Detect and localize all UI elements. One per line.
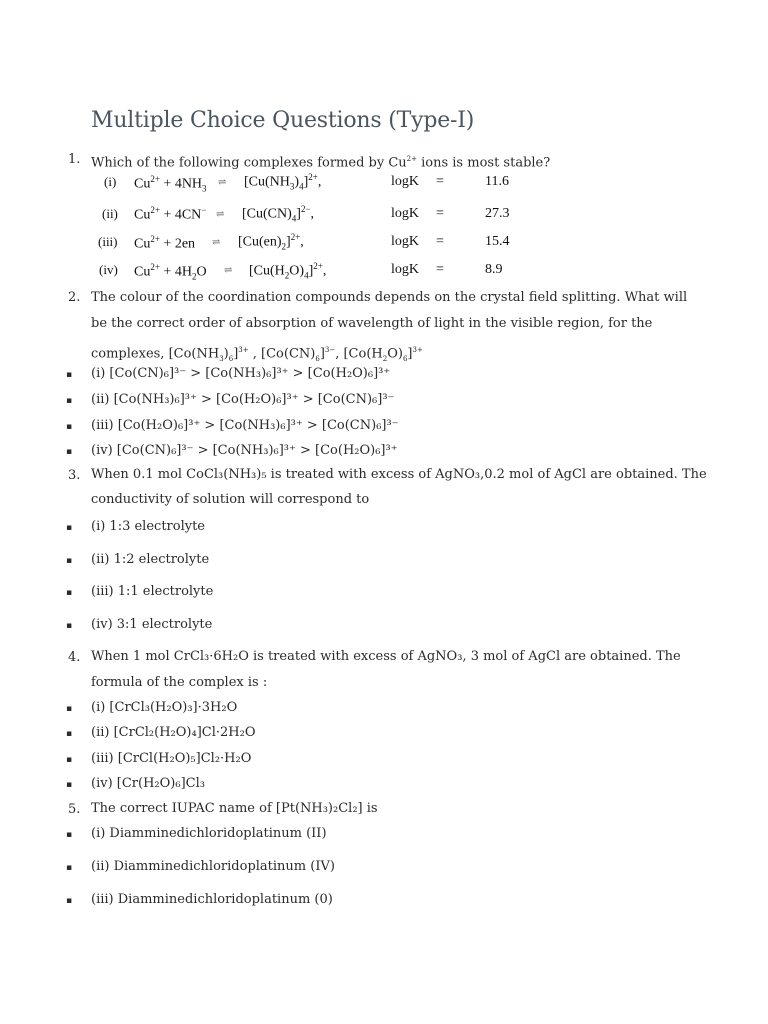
q2-sup: 3− <box>324 346 336 354</box>
eq-part: Cu <box>134 207 151 223</box>
q1-row-equals: = <box>436 206 444 221</box>
q1-row-value: 27.3 <box>485 206 510 221</box>
eq-part: ] <box>308 263 314 279</box>
q2-option[interactable]: (i) [Co(CN)₆]³⁻ > [Co(NH₃)₆]³⁺ > [Co(H₂O)₆]³⁺ <box>91 366 391 381</box>
eq-part: , <box>310 206 315 222</box>
question-5-number: 5. <box>68 802 81 817</box>
q1-row-lhs <box>134 262 207 281</box>
eq-part: + 4NH <box>159 176 203 192</box>
q2-sub: 6 <box>402 354 408 363</box>
bullet-icon: ▪ <box>66 863 73 873</box>
question-2-line: The colour of the coordination compounds depends on the crystal field splitting. What will <box>91 290 688 305</box>
q5-option[interactable]: (ii) Diamminedichloridoplatinum (IV) <box>91 859 335 874</box>
q1-row-label: (ii) <box>102 206 118 221</box>
q1-row-value: 15.4 <box>485 234 510 249</box>
eq-part: Cu <box>134 236 151 252</box>
q5-option[interactable]: (i) Diamminedichloridoplatinum (II) <box>91 826 327 841</box>
q1-row-label: (i) <box>104 174 117 189</box>
q1-text-part: ions is most stable? <box>416 155 551 171</box>
q1-row-value: 11.6 <box>485 174 509 189</box>
q1-row-logk: logK <box>391 234 419 249</box>
eq-part: [Cu(CN) <box>242 206 292 222</box>
eq-part: Cu <box>134 264 151 280</box>
question-5-line: The correct IUPAC name of [Pt(NH₃)₂Cl₂] is <box>91 801 378 816</box>
q1-row-rhs <box>249 261 326 280</box>
bullet-icon: ▪ <box>66 588 73 598</box>
bullet-icon: ▪ <box>66 523 73 533</box>
question-4-number: 4. <box>68 650 81 665</box>
q1-row-equals: = <box>436 262 444 277</box>
question-3-number: 3. <box>68 468 81 483</box>
eq-sub: 2 <box>281 241 287 252</box>
eq-sup: 2+ <box>150 234 160 244</box>
eq-part: , <box>317 174 322 190</box>
q2-part: ] <box>319 346 325 362</box>
q1-row-logk: logK <box>391 174 419 189</box>
bullet-icon: ▪ <box>66 729 73 739</box>
q4-option[interactable]: (ii) [CrCl₂(H₂O)₄]Cl·2H₂O <box>91 725 256 740</box>
q1-row-value: 8.9 <box>485 262 503 277</box>
q4-option[interactable]: (iii) [CrCl(H₂O)₅]Cl₂·H₂O <box>91 751 252 766</box>
q2-part: ) <box>223 346 229 362</box>
equilibrium-arrow-icon: ⇌ <box>216 209 225 220</box>
eq-part: + 4H <box>159 264 192 280</box>
q2-option[interactable]: (iv) [Co(CN)₆]³⁻ > [Co(NH₃)₆]³⁺ > [Co(H₂O)₆]³⁺ <box>91 443 398 458</box>
q4-option[interactable]: (iv) [Cr(H₂O)₆]Cl₃ <box>91 776 205 791</box>
q4-option[interactable]: (i) [CrCl₃(H₂O)₃]·3H₂O <box>91 700 238 715</box>
question-3-line: conductivity of solution will correspond to <box>91 492 370 507</box>
bullet-icon: ▪ <box>66 370 73 380</box>
question-3-line: When 0.1 mol CoCl₃(NH₃)₅ is treated with excess of AgNO₃,0.2 mol of AgCl are obtained. The <box>91 467 707 482</box>
q2-option[interactable]: (ii) [Co(NH₃)₆]³⁺ > [Co(H₂O)₆]³⁺ > [Co(CN)₆]³⁻ <box>91 392 395 407</box>
eq-sup: 2+ <box>150 205 160 215</box>
eq-sup: 2+ <box>290 232 301 242</box>
q2-sub: 3 <box>219 354 224 363</box>
bullet-icon: ▪ <box>66 396 73 406</box>
eq-part: , <box>322 263 327 279</box>
eq-part: [Cu(H <box>249 263 285 279</box>
q1-row-rhs <box>238 232 304 251</box>
eq-part: + 2en <box>159 236 196 252</box>
eq-sup: 2+ <box>150 174 160 184</box>
q2-part: , [Co(CN) <box>248 346 316 362</box>
equilibrium-arrow-icon: ⇌ <box>224 265 233 276</box>
question-4-line: When 1 mol CrCl₃·6H₂O is treated with excess of AgNO₃, 3 mol of AgCl are obtained. The <box>91 649 681 664</box>
q1-row-logk: logK <box>391 206 419 221</box>
question-1-number: 1. <box>68 152 81 167</box>
q1-row-rhs <box>242 204 314 223</box>
eq-part: [Cu(NH <box>244 174 290 190</box>
q2-sup: 3+ <box>238 346 249 354</box>
bullet-icon: ▪ <box>66 556 73 566</box>
eq-part: ] <box>286 234 291 250</box>
eq-part: O <box>196 264 207 280</box>
question-2-number: 2. <box>68 290 81 305</box>
eq-sub: 2 <box>284 270 290 281</box>
bullet-icon: ▪ <box>66 621 73 631</box>
q1-row-label: (iii) <box>98 234 118 249</box>
q2-part: , [Co(H <box>335 346 383 362</box>
bullet-icon: ▪ <box>66 704 73 714</box>
q1-row-logk: logK <box>391 262 419 277</box>
eq-part: ] <box>303 174 309 190</box>
question-4-line: formula of the complex is : <box>91 675 268 690</box>
eq-part: Cu <box>134 176 151 192</box>
q1-text-part: Which of the following complexes formed by Cu <box>91 155 407 171</box>
eq-part: , <box>300 234 304 250</box>
eq-sub: 3 <box>202 183 207 194</box>
eq-sub: 4 <box>304 270 309 281</box>
q1-row-equals: = <box>436 234 444 249</box>
q2-part: ] <box>407 346 413 362</box>
eq-sub: 3 <box>289 181 295 192</box>
q2-sub: 2 <box>382 354 388 363</box>
q2-part: ] <box>233 346 239 362</box>
q1-row-lhs <box>134 205 206 224</box>
eq-part: + 4CN <box>159 207 202 223</box>
eq-sup: 2+ <box>150 262 160 272</box>
q3-option[interactable]: (iv) 3:1 electrolyte <box>91 617 213 632</box>
eq-part: ] <box>296 206 301 222</box>
page-title: Multiple Choice Questions (Type-I) <box>91 108 475 133</box>
bullet-icon: ▪ <box>66 447 73 457</box>
q5-option[interactable]: (iii) Diamminedichloridoplatinum (0) <box>91 892 333 907</box>
bullet-icon: ▪ <box>66 896 73 906</box>
q2-option[interactable]: (iii) [Co(H₂O)₆]³⁺ > [Co(NH₃)₆]³⁺ > [Co(CN)₆]³⁻ <box>91 418 399 433</box>
q1-text-sup: 2+ <box>406 155 417 163</box>
q1-row-equals: = <box>436 174 444 189</box>
eq-sub: 4 <box>299 181 304 192</box>
eq-part: [Cu(en) <box>238 234 282 250</box>
eq-sub: 2 <box>191 271 197 282</box>
q3-option[interactable]: (iii) 1:1 electrolyte <box>91 584 214 599</box>
eq-part: ) <box>294 174 300 190</box>
q2-part: O) <box>387 346 403 362</box>
q1-row-lhs <box>134 174 207 193</box>
q2-part: complexes, [Co(NH <box>91 346 220 362</box>
eq-part: O) <box>289 263 305 279</box>
q1-row-rhs <box>244 172 321 191</box>
eq-sup: 2+ <box>313 261 323 271</box>
q1-row-label: (iv) <box>99 262 118 277</box>
eq-sup: 2+ <box>308 172 318 182</box>
eq-sup: − <box>201 205 207 215</box>
bullet-icon: ▪ <box>66 755 73 765</box>
equilibrium-arrow-icon: ⇌ <box>212 237 221 248</box>
bullet-icon: ▪ <box>66 422 73 432</box>
q2-sub: 6 <box>315 354 320 363</box>
bullet-icon: ▪ <box>66 830 73 840</box>
equilibrium-arrow-icon: ⇌ <box>218 177 227 188</box>
q1-row-lhs <box>134 234 195 253</box>
q2-sub: 6 <box>228 354 234 363</box>
q3-option[interactable]: (ii) 1:2 electrolyte <box>91 552 210 567</box>
q2-sup: 3+ <box>412 346 423 354</box>
eq-sub: 4 <box>291 213 297 224</box>
question-2-line: be the correct order of absorption of wavelength of light in the visible region, for the <box>91 316 653 331</box>
bullet-icon: ▪ <box>66 780 73 790</box>
q3-option[interactable]: (i) 1:3 electrolyte <box>91 519 205 534</box>
eq-sup: 2− <box>300 204 311 214</box>
